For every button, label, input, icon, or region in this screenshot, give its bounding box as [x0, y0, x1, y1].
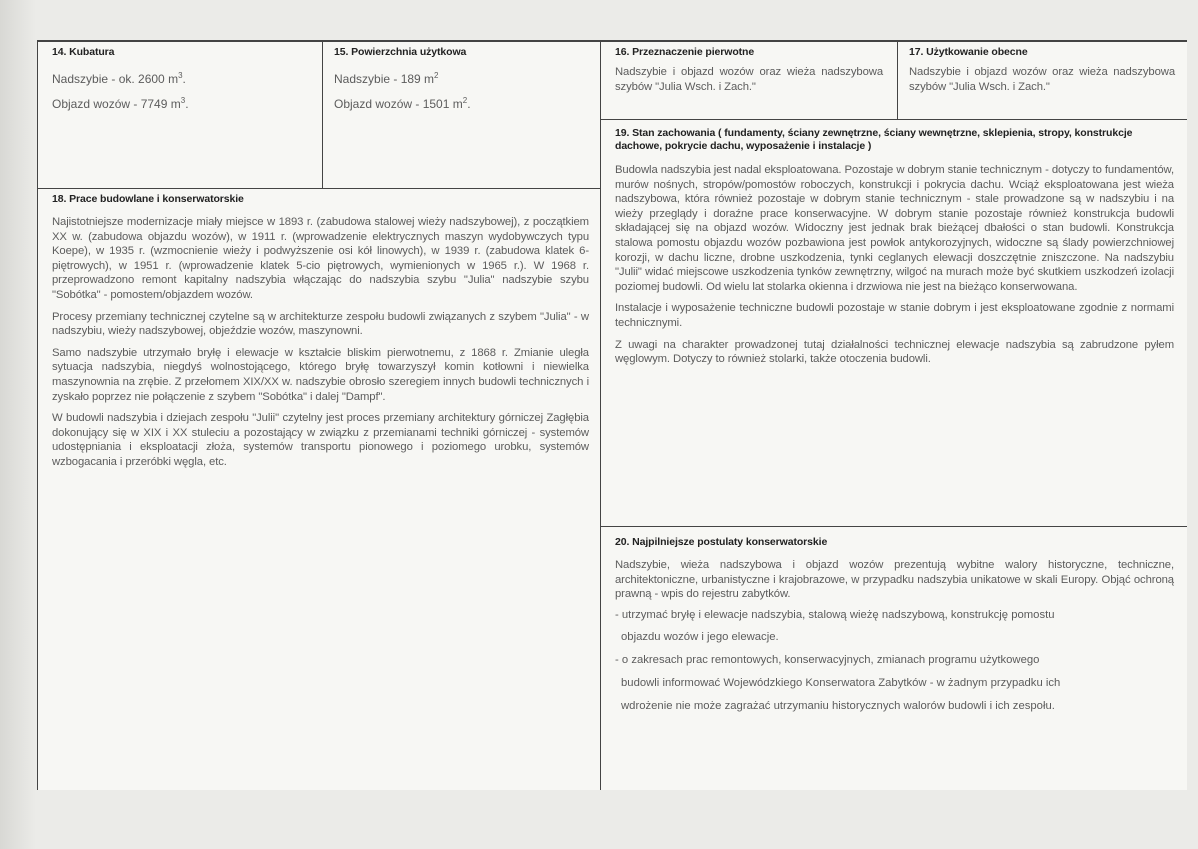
section-19-heading: 19. Stan zachowania ( fundamenty, ściany zewnętrzne, ściany wewnętrzne, sklepienia, stropy, konstrukcje dachowe, pokrycie dachu, wyposażenie i instalacje )	[615, 127, 1133, 152]
section-20-heading: 20. Najpilniejsze postulaty konserwatorskie	[615, 536, 828, 548]
section-15-usable-area	[334, 46, 594, 115]
section-20-conservation-postulates	[615, 536, 1174, 717]
section-14-volume	[52, 46, 314, 115]
center-divider	[600, 40, 601, 790]
volume-building: Nadszybie - ok. 2600 $m^3$.	[52, 71, 186, 86]
top-border	[37, 40, 1187, 42]
section-15-heading: 15. Powierzchnia użytkowa	[334, 46, 467, 58]
section-18-text	[52, 215, 589, 470]
area-building: Nadszybie - 189 $m^2$	[334, 71, 439, 86]
section-18-paragraph: Procesy przemiany technicznej czytelne są w architekturze zespołu budowli związanych z szybem "Julia" - w nadszybiu, wieży nadszybowej, objeździe wozów, maszynowni.	[52, 310, 589, 338]
section-19-paragraph: Instalacje i wyposażenie techniczne budowli pozostaje w stanie dobrym i jest eksploatowane zgodnie z normami technicznymi.	[615, 302, 1174, 329]
conservation-card-sheet	[37, 40, 1187, 790]
section-19-paragraph: Budowla nadszybia jest nadal eksploatowana. Pozostaje w dobrym stanie technicznym - dotyczy to fundamentów, murów nośnych, stropów/pomostów roboczych, konstrukcji i pokrycia dachu. Wciąż eksploatowana jest wieża nadszybowa, która również pozostaje w dobrym stanie technicznym - stale prowadzone są w nadszybiu i na wieży przeglądy i doraźne prace konserwacyjne. W dobrym stanie pozostaje również konstrukcja budowli składającej się na objazd wozów. Widoczny jest jednak brak bieżącej dbałości o stan budowli. Konstrukcja stalowa pomostu objazdu wozów pozbawiona jest powłok antykorozyjnych, widoczne są ślady powierzchniowej korozji, w dachu liczne, drobne uszkodzenia, tynki ceglanych elewacji doszczętnie zniszczone. Na nadszybiu "Julii" widać miejscowe uszkodzenia tynków zewnętrzny, wilgoć na murach może być skutkiem uszkodzeń izolacji poziomej budowli. Od wielu lat stolarka okienna i drzwiowa nie jest na bieżąco konserwowana.	[615, 164, 1174, 293]
section-16-heading: 16. Przeznaczenie pierwotne	[615, 46, 755, 58]
section-17-current-use	[909, 46, 1175, 94]
divider-16-17	[897, 40, 898, 119]
list-item: - o zakresach prac remontowych, konserwacyjnych, zmianach programu użytkowego	[615, 654, 1040, 667]
section-14-heading: 14. Kubatura	[52, 46, 115, 58]
section-20-intro: Nadszybie, wieża nadszybowa i objazd wozów prezentują wybitne walory historyczne, techniczne, architektoniczne, urbanistyczne i krajobrazowe, w przypadku nadszybia unikatowe w skali Europy. Objąć ochroną prawną - wpis do rejestru zabytków.	[615, 559, 1174, 601]
list-item: budowli informować Wojewódzkiego Konserwatora Zabytków - w żadnym przypadku ich	[621, 676, 1061, 689]
list-item: wdrożenie nie może zagrażać utrzymaniu historycznych walorów budowli i ich zespołu.	[621, 699, 1055, 712]
section-17-text: Nadszybie i objazd wozów oraz wieża nadszybowa szybów "Julia Wsch. i Zach."	[909, 66, 1175, 93]
left-border	[37, 40, 38, 790]
section-18-construction-works	[52, 193, 589, 477]
divider-above-20	[600, 526, 1187, 527]
section-20-list	[615, 604, 1174, 718]
scan-edge-shadow	[0, 0, 36, 849]
section-18-heading: 18. Prace budowlane i konserwatorskie	[52, 193, 244, 205]
divider-14-15	[322, 40, 323, 189]
section-16-text: Nadszybie i objazd wozów oraz wieża nadszybowa szybów "Julia Wsch. i Zach."	[615, 66, 883, 93]
divider-above-18	[37, 188, 600, 189]
divider-above-19	[600, 119, 1187, 120]
section-18-paragraph: W budowli nadszybia i dziejach zespołu "Julii" czytelny jest proces przemiany architektury górniczej Zagłębia dokonujący się w XIX i XX stuleciu a pozostający w związku z przemianami techniki górniczej - systemów udostępniania i eksploatacji złoża, systemów transportu pionowego i poziomego urobku, systemów wzbogacania i przeróbki węgla, etc.	[52, 412, 589, 468]
area-wagon-loop: Objazd wozów - 1501 $m^2$.	[334, 96, 471, 111]
section-18-paragraph: Najistotniejsze modernizacje miały miejsce w 1893 r. (zabudowa stalowej wieży nadszybowej), z początkiem XX w. (zabudowa objazdu wozów), w 1911 r. (wprowadzenie elektrycznych maszyn wydobywczych typu Koepe), w 1935 r. (wzmocnienie wieży i podwyższenie osi kół linowych), w 1939 r. (zabudowa klatek 6-piętrowych), w 1951 r. (wprowadzenie klatek 5-cio piętrowych, wymienionych w 1965 r.). W 1968 r. przeprowadzono remont kapitalny nadszybia włączając do nadszybia szybu "Julia" nadszybie szybu "Sobótka" - pomostem/objazdem wozów.	[52, 216, 589, 301]
section-19-paragraph: Z uwagi na charakter prowadzonej tutaj działalności technicznej elewacje nadszybia są zabrudzone pyłem węglowym. Dotyczy to również stolarki, także otoczenia budowli.	[615, 338, 1174, 366]
list-item: objazdu wozów i jego elewacje.	[621, 631, 779, 644]
volume-wagon-loop: Objazd wozów - 7749 $m^3$.	[52, 96, 189, 111]
list-item: - utrzymać bryłę i elewacje nadszybia, stalową wieżę nadszybową, konstrukcję pomostu	[615, 608, 1055, 621]
section-18-paragraph: Samo nadszybie utrzymało bryłę i elewacje w kształcie bliskim pierwotnemu, z 1868 r. Zmianie uległa sytuacja nadszybia, niegdyś wolnostojącego, którego bryłę towarzyszył komin kotłowni i niewielka maszynownia na zrębie. Z przełomem XIX/XX w. nadszybie obrosło szeregiem innych budowli technicznych i zyskało poprzez nie połączenie z szybem "Sobótka" i dalej "Dampf".	[52, 346, 589, 403]
section-16-original-purpose	[615, 46, 883, 94]
section-17-heading: 17. Użytkowanie obecne	[909, 46, 1028, 58]
section-19-text	[615, 163, 1174, 367]
section-19-condition	[615, 127, 1174, 374]
